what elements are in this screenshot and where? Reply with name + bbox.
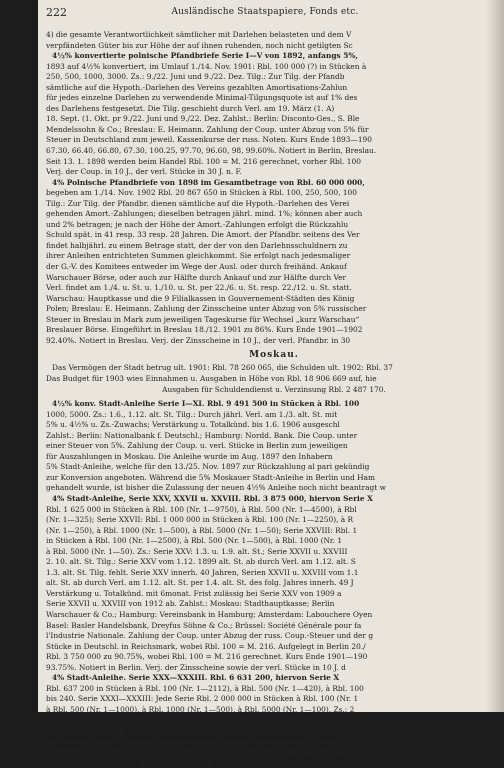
text-line: 1.3. alt. St. Tilg. fehlt. Serie XXV innerh. 40 Jahren, Serien XXVII u. XXVIII vom 1.1 [46, 567, 359, 577]
paragraph-group [46, 30, 502, 51]
text-line: 92.40%. Notiert in Breslau. Verj. der Zinsscheine in 10 J., der verl. Pfandbr. in 30 [46, 335, 351, 345]
text-line: alt. St. ab durch Verl. am 1.12. alt. St. per 1.4. alt. St. des folg. Jahres innerh. 49 J [46, 578, 354, 588]
text-line: für jedes einzelne Darlehen zu verwendende Minimal-Tilgungsquote ist auf 1% des [46, 93, 358, 103]
text-line: 93.75%. Notiert in Berlin. Verj. der Zinsscheine sowie der verl. Stücke in 10 J. d [46, 662, 346, 672]
text-line: begeben am 1./14. Nov. 1902 Rbl. 20 867 650 in Stücken à Rbl. 100, 250, 500, 100 [46, 188, 357, 198]
text-line: zur Konversion angeboten. Während die 5% Moskauer Stadt-Anleihe in Berlin und Ham [46, 472, 376, 482]
text-line: Basel: Basler Handelsbank, Dreyfus Söhne & Co.; Brüssel: Société Générale pour fa [46, 620, 362, 630]
text-line: Zahlst.: Berlin: Nationalbank f. Deutschl.; Hamburg: Nordd. Bank. Die Coup. unter [46, 430, 358, 440]
bond-heading-line: 4½% konv. Stadt-Anleihe Serie I—XI. Rbl. 9 491 500 in Stücken à Rbl. 100 [52, 399, 360, 409]
bond-heading-line: 4% Stadt-Anleihe, Serie XXV, XXVII u. XXVIII. Rbl. 3 875 000, hiervon Serie X [52, 493, 373, 503]
text-line: des Darlehens festgesetzt. Die Tilg. geschieht durch Verl. am 19. März (1. A) [46, 103, 335, 113]
bond-entry-konvertierte-pfandbriefe [46, 51, 502, 178]
text-line: Das Budget für 1903 wies Einnahmen u. Ausgaben in Höhe von Rbl. 18 906 669 auf, hie [46, 373, 377, 383]
bond-heading-line: 4% Polnische Pfandbriefe von 1898 im Gesamtbetrage von Rbl. 60 000 000, [52, 177, 365, 187]
text-line: Schuld spät. in 41 resp. 33 resp. 28 Jahren. Die Amort. der Pfandbr. seitens des Ver [46, 230, 360, 240]
text-line: und 2% betragen; je nach der Höhe der Amort.-Zahlungen erfolgt die Rückzahlu [46, 219, 349, 229]
text-line: 250, 500, 1000, 3000. Zs.: 9./22. Juni und 9./22. Dez. Tilg.: Zur Tilg. der Pfandb [46, 72, 345, 82]
text-line: Das Vermögen der Stadt betrug ult. 1901: Rbl. 78 260 065, die Schulden ult. 1902: Rbl. 37 [52, 363, 393, 373]
text-line: (Nr. 1—325); Serie XXVII: Rbl. 1 000 000 in Stücken à Rbl. 100 (Nr. 1—2250), à R [46, 515, 354, 525]
text-line: in Stücken à Rbl. 100 (Nr. 1—2500), à Rbl. 500 (Nr. 1—500), à Rbl. 1000 (Nr. 1 [46, 536, 343, 546]
text-line: ihrer Anleihen entrichteten Summen gleichkommt. Sie erfolgt nach jedesmaliger [46, 251, 351, 261]
text-line: Seit 13. 1. 1898 werden beim Handel Rbl. 100 = M. 216 gerechnet, vorher Rbl. 100 [46, 156, 361, 166]
text-line: 5% Stadt-Anleihe, welche für den 13./25. Nov. 1897 zur Rückzahlung al pari gekündig [46, 462, 370, 472]
page-header [46, 6, 484, 20]
text-line: Warschauer Börse, oder auch zur Hälfte durch Ankauf und zur Hälfte durch Ver [46, 272, 347, 282]
text-line: à Rbl. 500 (Nr. 1—1000), à Rbl. 1000 (Nr. 1—500), à Rbl. 5000 (Nr. 1—100). Zs.: 2 [46, 704, 355, 714]
text-line: für Auszahlungen in Moskau. Die Anleihe wurde im Aug. 1897 den Inhabern [46, 451, 333, 461]
text-line: Verstärkung u. Totalkünd. mit 6monat. Frist zulässig bei Serie XXV von 1909 a [46, 588, 342, 598]
text-line: Verl. findet am 1./4. u. St. u. 1./10. u. St. per 22./6. u. St. resp. 22./12. u. St. statt. [46, 283, 352, 293]
text-line: 1893 auf 4½% konvertiert, im Umlauf 1./14. Nov. 1901: Rbl. 100 000 (?) in Stücken à [46, 61, 367, 71]
text-line: Mendelssohn & Co.; Breslau: E. Heimann. Zahlung der Coup. unter Abzug von 5% für [46, 124, 369, 134]
text-line: alt. St. Tilg.: Vom 2.10. 1902 alt. St. ab durch Verl. am 2.10. alt. St. per 2.1. d [46, 715, 337, 725]
text-line: Stücke in Deutschl. in Reichsmark, wobei Rbl. 100 = M. 216. Aufgelegt in Berlin 20./ [46, 641, 366, 651]
text-line: Steuer in Deutschland zum jeweil. Kassenkurse der russ. Noten. Kurs Ende 1893—190 [46, 135, 372, 145]
page-number: 222 [46, 6, 67, 19]
text-line: & Gompertz, Twentsche Bankvereeniging, B. W. Blijdenstein & Co.; Paris: Comptoir N [46, 757, 370, 767]
text-line: à Rbl. 5000 (Nr. 1—50). Zs.: Serie XXV: 1.3. u. 1.9. alt. St.; Serie XXVII u. XXVIII [46, 546, 348, 556]
text-line: findet halbjährl. zu einem Betrage statt, der der von den Darlehnsschuldnern zu [46, 240, 348, 250]
text-line: 67.30, 66.40, 66.80, 67.30, 100.25, 97.70, 96.60, 98, 99.60%. Notiert in Berlin, Breslau. [46, 146, 377, 156]
text-line: 1000, 5000. Zs.: 1.6., 1.12. alt. St. Tilg.: Durch jährl. Verl. am 1./3. alt. St. mit [46, 409, 338, 419]
section-title-moskau: Moskau. [249, 350, 299, 361]
bond-entry-stadt-anleihe-xxx [46, 673, 502, 768]
text-line: Rbl. 1 625 000 in Stücken à Rbl. 100 (Nr. 1—9750), à Rbl. 500 (Nr. 1—4500), à Rbl [46, 504, 357, 514]
text-line: Polen; Breslau: E. Heimann. Zahlung der Zinsscheine unter Abzug von 5% russischer [46, 304, 367, 314]
text-line: Jahres alt. St. innerh. 49 Jahren. Verstärkung u. Totalkünd. mit 6 monat. Frist v [46, 726, 344, 735]
text-line: ab zulässig. Zahlst.: Moskau: Stadthauptkasse; Berlin: Nationalbank f. Deutschl.; H [46, 736, 360, 746]
bond-heading-line: 4½% konvertierte polnische Pfandbriefe Serie I—V von 1892, anfangs 5%, [52, 51, 358, 61]
text-line: 2. 10. alt. St. Tilg.: Serie XXV vom 1.12. 1899 alt. St. ab durch Verl. am 1.12. alt. S [46, 557, 356, 567]
bond-entry-konv-stadt-anleihe [46, 399, 502, 494]
text-line: (Nr. 1—250), à Rbl. 1000 (Nr. 1—500), à Rbl. 5000 (Nr. 1—50); Serie XXVIII: Rbl. 1 [46, 525, 358, 535]
text-line: Rbl. 3 750 000 zu 90.75%, wobei Rbl. 100 = M. 216 gerechnet. Kurs Ende 1901—190 [46, 652, 368, 662]
text-line: Warschau: Hauptkasse und die 9 Filialkassen in Gouvernement-Städten des König [46, 293, 355, 303]
bond-entry-stadt-anleihe-xxv [46, 494, 502, 673]
text-line: verpfändeten Güter bis zur Höhe der auf ihnen ruhenden, noch nicht getilgten Sc [46, 40, 353, 50]
text-line: 18. Sept. (1. Okt. pr 9./22. Juni und 9./22. Dez. Zahlst.: Berlin: Disconto-Ges., S. Ble [46, 114, 360, 124]
text-line: Tilg.: Zur Tilg. der Pfandbr. dienen sämtliche auf die Hypoth.-Darlehen des Verei [46, 198, 350, 208]
text-line: sämtliche auf die Hypoth.-Darlehen des Vereins gezahlten Amortisations-Zahlun [46, 82, 348, 92]
text-line: Serie XXVII u. XXVIII von 1912 ab. Zahlst.: Moskau: Stadthauptkasse; Berlin [46, 599, 335, 609]
page-body [46, 30, 502, 768]
bond-heading-line: 4% Stadt-Anleihe. Serie XXX—XXXIII. Rbl. 6 631 200, hiervon Serie X [52, 673, 340, 683]
text-line: bis 240. Serie XXXI—XXXIII: Jede Serie Rbl. 2 000 000 in Stücken à Rbl. 100 (Nr. 1 [46, 694, 359, 704]
text-line: l'Industrie Nationale. Zahlung der Coup. unter Abzug der russ. Coup.-Steuer und der g [46, 631, 374, 641]
text-line: gehandelt wurde, ist bisher die Zulassung der neuen 4½% Anleihe noch nicht beantragt w [46, 483, 386, 493]
text-line: Warschauer & Co.; Hamburg: Vereinsbank in Hamburg; Amsterdam: Labouchere Oyen [46, 609, 373, 619]
text-line: Breslauer Börse. Eingeführt in Breslau 18./12. 1901 zu 86%. Kurs Ende 1901—1902 [46, 325, 363, 335]
text-line: Steuer in Breslau in Mark zum jeweiligen Tageskurse für Wechsel „kurz Warschau“ [46, 314, 360, 324]
document-page [38, 0, 504, 767]
text-line: einer Steuer von 5%. Zahlung der Coup. u. verl. Stücke in Berlin zum jeweiligen [46, 441, 348, 451]
text-line: Rbl. 637 200 in Stücken à Rbl. 100 (Nr. 1—2112), à Rbl. 500 (Nr. 1—420), à Rbl. 100 [46, 683, 364, 693]
text-line: Ausgaben für Schuldendienst u. Verzinsung Rbl. 2 487 170. [162, 384, 386, 394]
running-title: Ausländische Staatspapiere, Fonds etc. [171, 7, 359, 17]
bond-entry-polnische-pfandbriefe-1898 [46, 178, 502, 347]
section-intro [46, 363, 502, 395]
text-line: 5% u. 4½% u. Zs.-Zuwachs; Verstärkung u. Totalkünd. bis 1.6. 1906 ausgeschl [46, 420, 340, 430]
text-line: L. Behrens & Söhne; Frankf. a. M.: Deutsche Eff.- u. Wechsel-Bank; Amsterdam: W [46, 747, 357, 757]
text-line: gehenden Amort.-Zahlungen; dieselben betragen jährl. mind. 1%; können aber auch [46, 209, 363, 219]
text-line: Verj. der Coup. in 10 J., der verl. Stücke in 30 J. n. F. [46, 167, 242, 177]
text-line: 4) die gesamte Verantwortlichkeit sämtlicher mit Darlehen belasteten und dem V [46, 30, 352, 39]
text-line: der G.-V. des Komitees entweder im Wege der Ausl. oder durch freihänd. Ankauf [46, 262, 347, 272]
